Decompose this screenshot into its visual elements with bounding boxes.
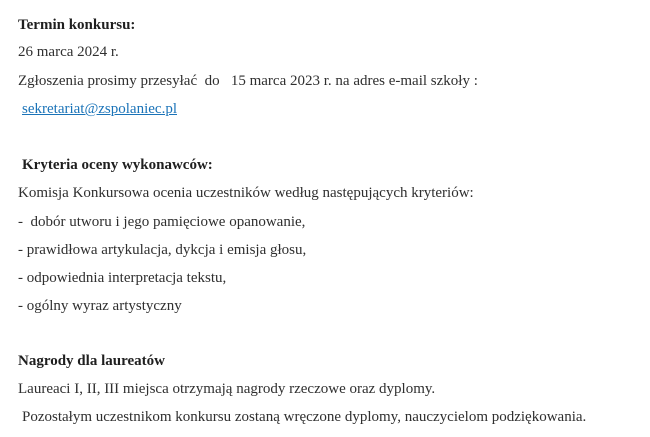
kryteria-intro: Komisja Konkursowa ocenia uczestników według następujących kryteriów:	[18, 185, 474, 201]
kryteria-heading: Kryteria oceny wykonawców:	[22, 157, 213, 173]
criteria-item: - ogólny wyraz artystyczny	[18, 298, 182, 314]
nagrody-line1: Laureaci I, II, III miejsca otrzymają nagrody rzeczowe oraz dyplomy.	[18, 381, 436, 397]
submission-text: Zgłoszenia prosimy przesyłać do 15 marca 2023 r. na adres e-mail szkoły :	[18, 73, 478, 89]
email-link[interactable]: sekretariat@zspolaniec.pl	[22, 101, 177, 117]
criteria-item: - odpowiednia interpretacja tekstu,	[18, 270, 227, 286]
nagrody-line2: Pozostałym uczestnikom konkursu zostaną wręczone dyplomy, nauczycielom podziękowania.	[22, 409, 587, 425]
nagrody-heading: Nagrody dla laureatów	[18, 353, 165, 369]
termin-date: 26 marca 2024 r.	[18, 44, 119, 60]
termin-heading: Termin konkursu:	[18, 17, 136, 33]
criteria-item: - dobór utworu i jego pamięciowe opanowanie,	[18, 214, 306, 230]
criteria-item: - prawidłowa artykulacja, dykcja i emisja głosu,	[18, 242, 307, 258]
